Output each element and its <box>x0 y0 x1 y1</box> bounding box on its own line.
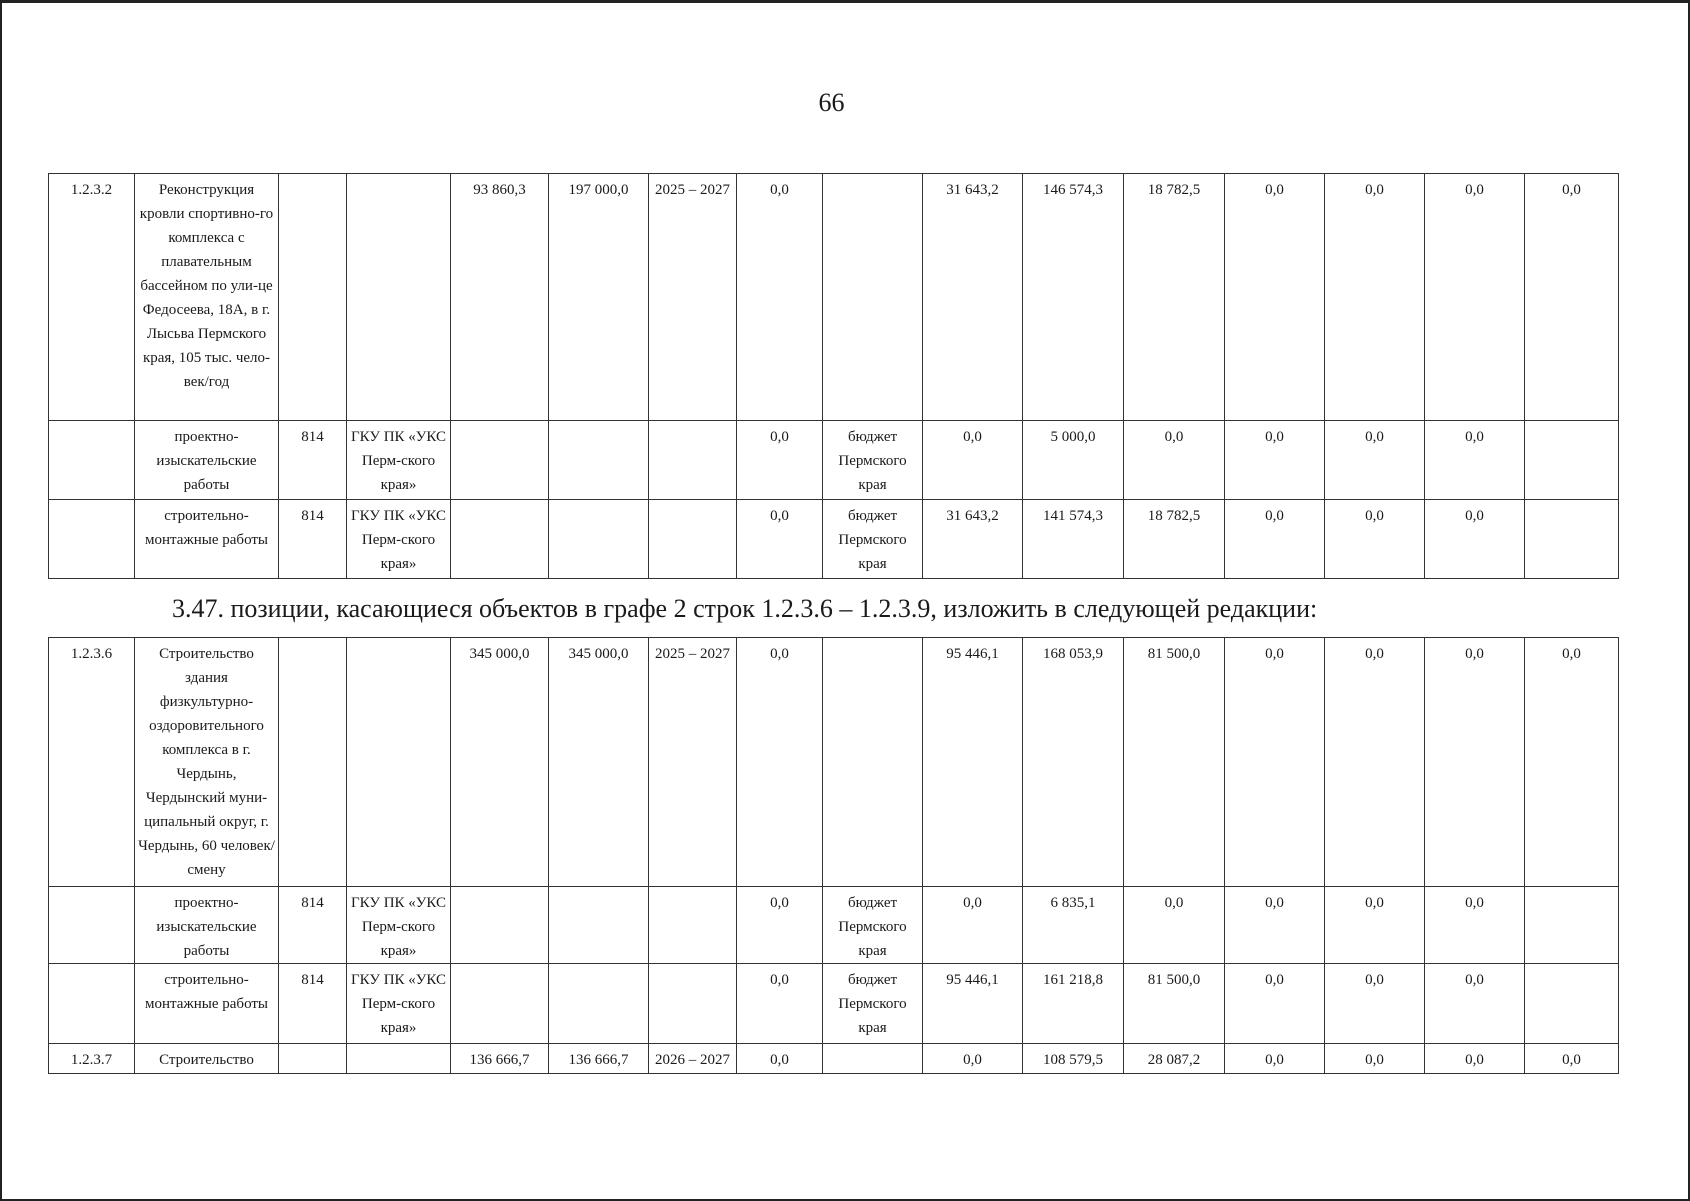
row-value-1: 31 643,2 <box>923 500 1023 579</box>
row-value-3: 18 782,5 <box>1124 174 1225 421</box>
row-executor <box>347 174 451 421</box>
row-source <box>823 1044 923 1074</box>
row-executor: ГКУ ПК «УКС Перм-ского края» <box>347 964 451 1044</box>
row-source: бюджет Пермского края <box>823 887 923 964</box>
row-cost-1 <box>451 964 549 1044</box>
row-value-3: 81 500,0 <box>1124 964 1225 1044</box>
row-value-5: 0,0 <box>1325 964 1425 1044</box>
row-value-4: 0,0 <box>1225 1044 1325 1074</box>
row-cost-2 <box>549 421 649 500</box>
row-value-1: 0,0 <box>923 887 1023 964</box>
row-value-5: 0,0 <box>1325 174 1425 421</box>
row-cost-2: 345 000,0 <box>549 638 649 887</box>
row-value-6: 0,0 <box>1425 421 1525 500</box>
row-period <box>649 421 737 500</box>
row-cost-1 <box>451 421 549 500</box>
row-value-6: 0,0 <box>1425 964 1525 1044</box>
row-cost-1 <box>451 500 549 579</box>
row-period: 2025 – 2027 <box>649 638 737 887</box>
row-source <box>823 638 923 887</box>
row-source: бюджет Пермского края <box>823 964 923 1044</box>
row-value-3: 81 500,0 <box>1124 638 1225 887</box>
row-cost-1: 345 000,0 <box>451 638 549 887</box>
row-code <box>49 964 135 1044</box>
row-executor: ГКУ ПК «УКС Перм-ского края» <box>347 500 451 579</box>
row-executor: ГКУ ПК «УКС Перм-ского края» <box>347 421 451 500</box>
page-number: 66 <box>818 88 845 117</box>
row-value-7 <box>1525 500 1619 579</box>
row-value-1: 95 446,1 <box>923 964 1023 1044</box>
row-value-2: 5 000,0 <box>1023 421 1124 500</box>
row-name: проектно-изыскательские работы <box>135 421 279 500</box>
row-period <box>649 964 737 1044</box>
row-value-2: 161 218,8 <box>1023 964 1124 1044</box>
row-executor <box>347 1044 451 1074</box>
row-value-6: 0,0 <box>1425 174 1525 421</box>
row-value-5: 0,0 <box>1325 887 1425 964</box>
program-table-1 <box>48 173 1619 579</box>
row-value-4: 0,0 <box>1225 964 1325 1044</box>
row-value-1: 0,0 <box>923 421 1023 500</box>
row-value-3: 18 782,5 <box>1124 500 1225 579</box>
row-code: 1.2.3.6 <box>49 638 135 887</box>
row-grbs <box>279 1044 347 1074</box>
row-executor <box>347 638 451 887</box>
row-value-2: 6 835,1 <box>1023 887 1124 964</box>
row-code: 1.2.3.2 <box>49 174 135 421</box>
table-row <box>49 1044 1619 1074</box>
row-value-4: 0,0 <box>1225 638 1325 887</box>
row-c8: 0,0 <box>737 174 823 421</box>
row-value-7 <box>1525 887 1619 964</box>
row-cost-1 <box>451 887 549 964</box>
row-code <box>49 887 135 964</box>
row-grbs: 814 <box>279 964 347 1044</box>
row-value-6: 0,0 <box>1425 887 1525 964</box>
row-period: 2026 – 2027 <box>649 1044 737 1074</box>
row-cost-1: 93 860,3 <box>451 174 549 421</box>
row-value-7: 0,0 <box>1525 1044 1619 1074</box>
row-period: 2025 – 2027 <box>649 174 737 421</box>
row-name: строительно-монтажные работы <box>135 964 279 1044</box>
row-cost-1: 136 666,7 <box>451 1044 549 1074</box>
instruction-text: 3.47. позиции, касающиеся объектов в графе 2 строк 1.2.3.6 – 1.2.3.9, изложить в следующей редакции: <box>172 594 1318 623</box>
row-value-5: 0,0 <box>1325 500 1425 579</box>
row-value-2: 168 053,9 <box>1023 638 1124 887</box>
row-c8: 0,0 <box>737 500 823 579</box>
row-executor: ГКУ ПК «УКС Перм-ского края» <box>347 887 451 964</box>
row-value-5: 0,0 <box>1325 1044 1425 1074</box>
row-name: проектно-изыскательские работы <box>135 887 279 964</box>
row-value-4: 0,0 <box>1225 500 1325 579</box>
row-cost-2 <box>549 500 649 579</box>
row-cost-2: 197 000,0 <box>549 174 649 421</box>
row-grbs: 814 <box>279 887 347 964</box>
row-source: бюджет Пермского края <box>823 421 923 500</box>
row-code <box>49 500 135 579</box>
row-value-2: 108 579,5 <box>1023 1044 1124 1074</box>
row-value-5: 0,0 <box>1325 421 1425 500</box>
row-c8: 0,0 <box>737 638 823 887</box>
row-value-7 <box>1525 421 1619 500</box>
row-value-3: 0,0 <box>1124 887 1225 964</box>
row-grbs: 814 <box>279 421 347 500</box>
row-value-1: 95 446,1 <box>923 638 1023 887</box>
row-grbs <box>279 174 347 421</box>
row-period <box>649 887 737 964</box>
row-value-1: 31 643,2 <box>923 174 1023 421</box>
row-code: 1.2.3.7 <box>49 1044 135 1074</box>
row-c8: 0,0 <box>737 1044 823 1074</box>
row-value-7: 0,0 <box>1525 638 1619 887</box>
table-row <box>49 500 1619 579</box>
row-code <box>49 421 135 500</box>
table-row <box>49 638 1619 887</box>
row-c8: 0,0 <box>737 421 823 500</box>
table-row <box>49 174 1619 421</box>
row-grbs: 814 <box>279 500 347 579</box>
row-value-4: 0,0 <box>1225 887 1325 964</box>
row-value-3: 28 087,2 <box>1124 1044 1225 1074</box>
row-name: строительно-монтажные работы <box>135 500 279 579</box>
row-value-5: 0,0 <box>1325 638 1425 887</box>
row-value-6: 0,0 <box>1425 638 1525 887</box>
table-row <box>49 887 1619 964</box>
row-c8: 0,0 <box>737 887 823 964</box>
row-value-6: 0,0 <box>1425 1044 1525 1074</box>
row-c8: 0,0 <box>737 964 823 1044</box>
row-value-3: 0,0 <box>1124 421 1225 500</box>
row-value-6: 0,0 <box>1425 500 1525 579</box>
program-table-2 <box>48 637 1619 1074</box>
row-source <box>823 174 923 421</box>
row-cost-2 <box>549 887 649 964</box>
row-value-2: 141 574,3 <box>1023 500 1124 579</box>
row-value-4: 0,0 <box>1225 421 1325 500</box>
table-row <box>49 964 1619 1044</box>
row-value-7 <box>1525 964 1619 1044</box>
row-name: Строительство здания физкультурно-оздоровительного комплекса в г. Чердынь, Чердынский муни-ципальный округ, г. Чердынь, 60 человек/смену <box>135 638 279 887</box>
row-value-2: 146 574,3 <box>1023 174 1124 421</box>
row-grbs <box>279 638 347 887</box>
row-value-7: 0,0 <box>1525 174 1619 421</box>
row-name: Реконструкция кровли спортивно-го комплекса с плавательным бассейном по ули-це Федосеева, 18А, в г. Лысьва Пермского края, 105 тыс. чело-век/год <box>135 174 279 421</box>
row-source: бюджет Пермского края <box>823 500 923 579</box>
row-cost-2: 136 666,7 <box>549 1044 649 1074</box>
row-cost-2 <box>549 964 649 1044</box>
table-row <box>49 421 1619 500</box>
row-name: Строительство <box>135 1044 279 1074</box>
row-value-1: 0,0 <box>923 1044 1023 1074</box>
row-value-4: 0,0 <box>1225 174 1325 421</box>
row-period <box>649 500 737 579</box>
